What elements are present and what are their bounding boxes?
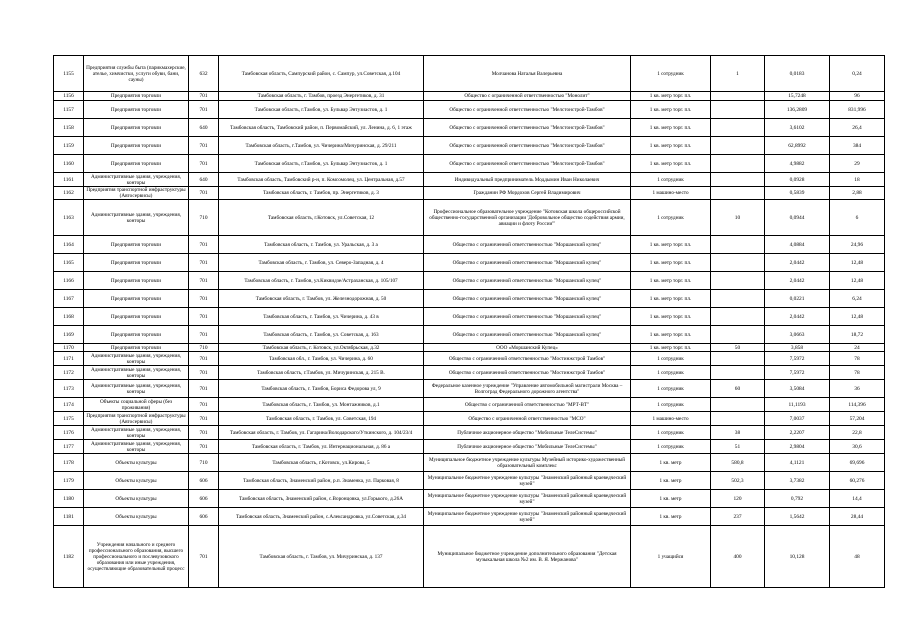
cell-vol: 22,8 xyxy=(830,426,885,440)
table-row xyxy=(54,236,885,254)
cell-code: 701 xyxy=(189,155,219,173)
table-row xyxy=(54,366,885,380)
cell-unit: 1 сотрудник xyxy=(631,56,711,92)
cell-code: 701 xyxy=(189,290,219,308)
table-row xyxy=(54,187,885,200)
cell-q: 51 xyxy=(711,440,765,454)
table-body xyxy=(54,56,885,588)
cell-norm: 0,0183 xyxy=(765,56,830,92)
cell-purpose: Объекты культуры xyxy=(84,490,189,508)
cell-norm: 0,5839 xyxy=(765,187,830,200)
cell-code: 701 xyxy=(189,366,219,380)
cell-code: 606 xyxy=(189,472,219,490)
cell-purpose: Предприятия торговли xyxy=(84,290,189,308)
cell-unit: 1 кв. метр торг. пл. xyxy=(631,308,711,326)
cell-owner: Муниципальное бюджетное учреждение дополнительного образования "Детская музыкальная школа №2 им. В. Я. Мержанова" xyxy=(424,526,631,588)
table-row xyxy=(54,454,885,472)
cell-q xyxy=(711,398,765,412)
cell-vol: 29 xyxy=(830,155,885,173)
table-row xyxy=(54,352,885,366)
cell-owner: Общество с ограниченной ответственностью "МРТ-ВТ" xyxy=(424,398,631,412)
cell-owner: Общество с ограниченной ответственностью "МСО" xyxy=(424,412,631,426)
cell-owner: Общество с ограниченной ответственностью "Мостинжстрой Тамбов" xyxy=(424,366,631,380)
cell-vol: 6 xyxy=(830,200,885,236)
cell-unit: 1 кв. метр xyxy=(631,472,711,490)
cell-unit: 1 кв. метр торг. пл. xyxy=(631,272,711,290)
cell-unit: 1 кв. метр торг. пл. xyxy=(631,101,711,119)
cell-purpose: Объекты культуры xyxy=(84,508,189,526)
cell-address: Тамбовская область, Тамбовский район, п. Первомайский, ул. Ленина, д. 6, 1 этаж xyxy=(219,119,424,137)
cell-id: 1179 xyxy=(54,472,84,490)
cell-address: Тамбовская область, г. Котовск, ул.Октябрьская, д.32 xyxy=(219,344,424,352)
cell-norm: 2,0442 xyxy=(765,308,830,326)
table-row xyxy=(54,155,885,173)
cell-address: Тамбовская область, г.Тамбов, ул. Чичерина/Мичуринская, д. 29/211 xyxy=(219,137,424,155)
table-row xyxy=(54,272,885,290)
cell-address: Тамбовская область, г.Тамбов, ул. Бульвар Энтузиастов, д. 1 xyxy=(219,155,424,173)
cell-code: 701 xyxy=(189,426,219,440)
cell-unit: 1 кв. метр торг. пл. xyxy=(631,326,711,344)
cell-vol: 12,48 xyxy=(830,272,885,290)
cell-unit: 1 сотрудник xyxy=(631,173,711,187)
cell-purpose: Административные здания, учреждения, конторы xyxy=(84,352,189,366)
cell-unit: 1 кв. метр торг. пл. xyxy=(631,254,711,272)
table-row xyxy=(54,344,885,352)
cell-vol: 12,48 xyxy=(830,308,885,326)
cell-vol: 30,6 xyxy=(830,440,885,454)
cell-owner: Муниципальное бюджетное учреждение культуры "Знаменский районный краеведческий музей" xyxy=(424,508,631,526)
cell-id: 1170 xyxy=(54,344,84,352)
table-row xyxy=(54,526,885,588)
cell-owner: Профессиональное образовательное учреждение "Котовская школа общероссийской общественно-государственной организации 'Добровольное общество содействия армии, авиации и флоту России'" xyxy=(424,200,631,236)
cell-purpose: Предприятия торговли xyxy=(84,272,189,290)
cell-address: Тамбовская область, г. Тамбов, ул. Северо-Западная, д. 4 xyxy=(219,254,424,272)
cell-code: 701 xyxy=(189,526,219,588)
cell-vol: 48 xyxy=(830,526,885,588)
cell-q: 60 xyxy=(711,380,765,398)
cell-vol: 78 xyxy=(830,366,885,380)
table-row xyxy=(54,56,885,92)
cell-vol: 78 xyxy=(830,352,885,366)
cell-code: 701 xyxy=(189,272,219,290)
cell-vol: 18,72 xyxy=(830,326,885,344)
cell-address: Тамбовская область, г. Тамбов, ул. Советская, 194 xyxy=(219,412,424,426)
cell-owner: Индивидуальный предприниматель Моддымин Иван Николаевич xyxy=(424,173,631,187)
cell-purpose: Административные здания, учреждения, конторы xyxy=(84,380,189,398)
cell-purpose: Предприятия службы быта (парикмахерские, ателье, химчистки, услуги обуви, бани, сауны) xyxy=(84,56,189,92)
cell-norm: 62,8992 xyxy=(765,137,830,155)
cell-id: 1167 xyxy=(54,290,84,308)
cell-id: 1163 xyxy=(54,200,84,236)
cell-id: 1172 xyxy=(54,366,84,380)
cell-q: 10 xyxy=(711,200,765,236)
cell-norm: 2,9804 xyxy=(765,440,830,454)
cell-id: 1181 xyxy=(54,508,84,526)
cell-q xyxy=(711,236,765,254)
cell-norm: 0,0928 xyxy=(765,173,830,187)
cell-unit: 1 машино-место xyxy=(631,412,711,426)
cell-code: 701 xyxy=(189,440,219,454)
cell-code: 640 xyxy=(189,119,219,137)
cell-norm: 2,0442 xyxy=(765,254,830,272)
cell-address: Тамбовская область, г. Тамбов, ул.Киквидзе/Астраханская, д. 105/107 xyxy=(219,272,424,290)
cell-id: 1166 xyxy=(54,272,84,290)
cell-norm: 4,9882 xyxy=(765,155,830,173)
cell-id: 1180 xyxy=(54,490,84,508)
cell-code: 606 xyxy=(189,490,219,508)
cell-purpose: Предприятия торговли xyxy=(84,308,189,326)
cell-q: 50 xyxy=(711,344,765,352)
cell-id: 1165 xyxy=(54,254,84,272)
cell-norm: 0,792 xyxy=(765,490,830,508)
cell-unit: 1 сотрудник xyxy=(631,352,711,366)
cell-purpose: Административные здания, учреждения, конторы xyxy=(84,426,189,440)
cell-norm: 3,6102 xyxy=(765,119,830,137)
cell-purpose: Административные здания, учреждения, конторы xyxy=(84,440,189,454)
cell-code: 701 xyxy=(189,308,219,326)
cell-norm: 7,5972 xyxy=(765,366,830,380)
cell-id: 1159 xyxy=(54,137,84,155)
table-row xyxy=(54,398,885,412)
cell-address: Тамбовская область, г. Тамбов, ул. Мичуринская, д. 137 xyxy=(219,526,424,588)
cell-q: 120 xyxy=(711,490,765,508)
cell-norm: 15,7248 xyxy=(765,92,830,101)
cell-vol: 24,96 xyxy=(830,236,885,254)
cell-norm: 2,2207 xyxy=(765,426,830,440)
cell-norm: 0,0221 xyxy=(765,290,830,308)
cell-norm: 4,0884 xyxy=(765,236,830,254)
cell-purpose: Объекты социальной сферы (без проживания) xyxy=(84,398,189,412)
cell-q xyxy=(711,137,765,155)
cell-purpose: Предприятия торговли xyxy=(84,236,189,254)
table-row xyxy=(54,119,885,137)
cell-norm: 3,7382 xyxy=(765,472,830,490)
cell-code: 701 xyxy=(189,236,219,254)
cell-q xyxy=(711,412,765,426)
cell-q xyxy=(711,290,765,308)
table-row xyxy=(54,426,885,440)
cell-vol: 69,696 xyxy=(830,454,885,472)
cell-unit: 1 кв. метр торг. пл. xyxy=(631,236,711,254)
cell-code: 606 xyxy=(189,508,219,526)
cell-code: 701 xyxy=(189,92,219,101)
cell-owner: Общество с ограниченной ответственностью "Моршанский купец" xyxy=(424,326,631,344)
cell-unit: 1 сотрудник xyxy=(631,380,711,398)
cell-purpose: Предприятия торговли xyxy=(84,344,189,352)
cell-id: 1161 xyxy=(54,173,84,187)
cell-address: Тамбовская область, Тамбовский р-н, п. Комсомолец, ул. Центральная, д.57 xyxy=(219,173,424,187)
cell-owner: Гражданин РФ Мордохов Сергей Владимирович xyxy=(424,187,631,200)
cell-owner: Общество с ограниченной ответственностью "Мелстонстрой-Тамбов" xyxy=(424,119,631,137)
cell-address: Тамбовская область, г. Тамбов, ул. Интернациональная, д. 86 а xyxy=(219,440,424,454)
cell-vol: 24 xyxy=(830,344,885,352)
cell-owner: Общество с ограниченной ответственностью "Мелстонстрой-Тамбов" xyxy=(424,101,631,119)
cell-q: 38 xyxy=(711,426,765,440)
cell-purpose: Предприятия торговли xyxy=(84,101,189,119)
cell-address: Тамбовская область, г. Тамбов, пр. Энергетиков, д. 3 xyxy=(219,187,424,200)
cell-purpose: Объекты культуры xyxy=(84,472,189,490)
cell-id: 1171 xyxy=(54,352,84,366)
cell-id: 1158 xyxy=(54,119,84,137)
cell-code: 701 xyxy=(189,137,219,155)
cell-owner: Общество с ограниченной ответственностью "Моршанский купец" xyxy=(424,272,631,290)
cell-q xyxy=(711,187,765,200)
cell-code: 710 xyxy=(189,200,219,236)
cell-q xyxy=(711,254,765,272)
cell-norm: 3,858 xyxy=(765,344,830,352)
cell-id: 1182 xyxy=(54,526,84,588)
cell-id: 1156 xyxy=(54,92,84,101)
cell-unit: 1 кв. метр торг. пл. xyxy=(631,344,711,352)
cell-owner: Муниципальное бюджетное учреждение культуры "Знаменский районный краеведческий музей" xyxy=(424,490,631,508)
table-row xyxy=(54,508,885,526)
table-row xyxy=(54,380,885,398)
cell-code: 701 xyxy=(189,352,219,366)
cell-address: Тамбовская область, Знаменский район, с.Александровка, ул.Советская, д.34 xyxy=(219,508,424,526)
cell-address: Тамбовская область, г. Тамбов, проезд Энергетиков, д. 31 xyxy=(219,92,424,101)
cell-vol: 18 xyxy=(830,173,885,187)
cell-id: 1168 xyxy=(54,308,84,326)
cell-q xyxy=(711,326,765,344)
cell-owner: Общество с ограниченной ответственностью "Моршанский купец" xyxy=(424,308,631,326)
cell-vol: 2,88 xyxy=(830,187,885,200)
cell-owner: Муниципальное бюджетное учреждение культуры Музейный историко-художественный образовательный комплекс xyxy=(424,454,631,472)
cell-owner: Муниципальное бюджетное учреждение культуры "Знаменский районный краеведческий музей" xyxy=(424,472,631,490)
cell-address: Тамбовская область, Знаменский район, р.п. Знаменка, ул. Парковая, 8 xyxy=(219,472,424,490)
cell-code: 701 xyxy=(189,326,219,344)
cell-owner: ООО «Моршанский Купец» xyxy=(424,344,631,352)
table-row xyxy=(54,137,885,155)
cell-purpose: Предприятия транспортной инфраструктуры (Автосервисы) xyxy=(84,187,189,200)
cell-purpose: Предприятия торговли xyxy=(84,254,189,272)
cell-address: Тамбовская область, г.Тамбов, ул. Бульвар Энтузиастов, д. 1 xyxy=(219,101,424,119)
cell-address: Тамбовская область, г. Тамбов, Бориса Федорова ул, 9 xyxy=(219,380,424,398)
cell-address: Тамбовская область, г. Тамбов, ул. Гагарина/Володарского/Уткинского, д. 104/23/4 xyxy=(219,426,424,440)
cell-q xyxy=(711,366,765,380)
cell-vol: 114,396 xyxy=(830,398,885,412)
cell-vol: 0,24 xyxy=(830,56,885,92)
cell-address: Тамбовская область, г. Тамбов, ул. Монтажников, д.1 xyxy=(219,398,424,412)
table-row xyxy=(54,101,885,119)
cell-purpose: Учреждения начального и среднего профессионального образования, высшего профессионального и послевузовского образования или иные учреждения, осуществляющие образовательный процесс xyxy=(84,526,189,588)
cell-q xyxy=(711,173,765,187)
cell-code: 701 xyxy=(189,101,219,119)
table-row xyxy=(54,173,885,187)
table-row xyxy=(54,92,885,101)
cell-norm: 10,128 xyxy=(765,526,830,588)
cell-unit: 1 кв. метр xyxy=(631,454,711,472)
cell-id: 1155 xyxy=(54,56,84,92)
cell-purpose: Объекты культуры xyxy=(84,454,189,472)
cell-code: 701 xyxy=(189,398,219,412)
cell-unit: 1 сотрудник xyxy=(631,366,711,380)
cell-purpose: Предприятия транспортной инфраструктуры (Автосервисы) xyxy=(84,412,189,426)
cell-norm: 1,5642 xyxy=(765,508,830,526)
cell-id: 1162 xyxy=(54,187,84,200)
cell-norm: 2,0442 xyxy=(765,272,830,290)
cell-code: 701 xyxy=(189,254,219,272)
cell-q xyxy=(711,92,765,101)
cell-purpose: Предприятия торговли xyxy=(84,137,189,155)
cell-purpose: Административные здания, учреждения, конторы xyxy=(84,200,189,236)
cell-vol: 12,48 xyxy=(830,254,885,272)
cell-id: 1176 xyxy=(54,426,84,440)
cell-norm: 7,0037 xyxy=(765,412,830,426)
cell-owner: Публичное акционерное общество "Мобильные ТелеСистемы" xyxy=(424,426,631,440)
cell-q xyxy=(711,101,765,119)
cell-q xyxy=(711,352,765,366)
table-row xyxy=(54,326,885,344)
cell-q: 400 xyxy=(711,526,765,588)
cell-id: 1177 xyxy=(54,440,84,454)
cell-unit: 1 кв. метр xyxy=(631,490,711,508)
table-row xyxy=(54,254,885,272)
cell-address: Тамбовская область, г. Тамбов, ул. Железнодорожная, д. 50 xyxy=(219,290,424,308)
cell-id: 1178 xyxy=(54,454,84,472)
table-row xyxy=(54,308,885,326)
table-row xyxy=(54,290,885,308)
cell-purpose: Административные здания, учреждения, конторы xyxy=(84,173,189,187)
cell-purpose: Предприятия торговли xyxy=(84,326,189,344)
cell-owner: Публичное акционерное общество "Мобильные ТелеСистемы" xyxy=(424,440,631,454)
cell-owner: Федеральное казенное учреждение "Управление автомобильной магистрали Москва – Волгоград Федерального дорожного агентства" xyxy=(424,380,631,398)
cell-unit: 1 машино-место xyxy=(631,187,711,200)
registry-table xyxy=(53,55,885,588)
cell-vol: 28,44 xyxy=(830,508,885,526)
cell-address: Тамбовская область, г.Котовск, ул.Советская, 12 xyxy=(219,200,424,236)
cell-purpose: Административные здания, учреждения, конторы xyxy=(84,366,189,380)
cell-owner: Общество с ограниченной ответственностью "Мелстонстрой-Тамбов" xyxy=(424,155,631,173)
cell-vol: 96 xyxy=(830,92,885,101)
cell-code: 701 xyxy=(189,380,219,398)
cell-purpose: Предприятия торговли xyxy=(84,119,189,137)
cell-unit: 1 сотрудник xyxy=(631,440,711,454)
cell-address: Тамбовская область, Знаменский район, с.Воронцовка, ул.Горького, д.26А xyxy=(219,490,424,508)
table-row xyxy=(54,200,885,236)
cell-vol: 6,24 xyxy=(830,290,885,308)
cell-q xyxy=(711,119,765,137)
cell-owner: Общество с ограниченной ответственностью "Моршанский купец" xyxy=(424,254,631,272)
cell-id: 1160 xyxy=(54,155,84,173)
cell-unit: 1 кв. метр xyxy=(631,508,711,526)
cell-owner: Общество с ограниченной ответственностью "Монолит" xyxy=(424,92,631,101)
cell-unit: 1 сотрудник xyxy=(631,426,711,440)
cell-address: Тамбовская область, г.Тамбов, ул. Мичуринская, д. 215 В. xyxy=(219,366,424,380)
cell-norm: 3,0663 xyxy=(765,326,830,344)
cell-id: 1174 xyxy=(54,398,84,412)
cell-unit: 1 сотрудник xyxy=(631,398,711,412)
cell-code: 632 xyxy=(189,56,219,92)
cell-owner: Общество с ограниченной ответственностью "Мелстонстрой-Тамбов" xyxy=(424,137,631,155)
cell-id: 1164 xyxy=(54,236,84,254)
cell-unit: 1 кв. метр торг. пл. xyxy=(631,137,711,155)
cell-address: Тамбовская область, Сампурский район, с. Сампур, ул.Советская, д.104 xyxy=(219,56,424,92)
cell-q: 502,3 xyxy=(711,472,765,490)
cell-vol: 831,996 xyxy=(830,101,885,119)
cell-purpose: Предприятия торговли xyxy=(84,92,189,101)
cell-code: 710 xyxy=(189,344,219,352)
cell-unit: 1 сотрудник xyxy=(631,200,711,236)
cell-code: 701 xyxy=(189,412,219,426)
cell-code: 710 xyxy=(189,454,219,472)
cell-norm: 136,2809 xyxy=(765,101,830,119)
cell-vol: 384 xyxy=(830,137,885,155)
cell-norm: 7,5972 xyxy=(765,352,830,366)
cell-owner: Общество с ограниченной ответственностью "Моршанский купец" xyxy=(424,236,631,254)
cell-unit: 1 кв. метр торг. пл. xyxy=(631,92,711,101)
cell-q: 1 xyxy=(711,56,765,92)
cell-vol: 57,204 xyxy=(830,412,885,426)
cell-unit: 1 учащийся xyxy=(631,526,711,588)
cell-code: 701 xyxy=(189,187,219,200)
cell-norm: 3,5084 xyxy=(765,380,830,398)
cell-norm: 11,1193 xyxy=(765,398,830,412)
cell-norm: 0,0944 xyxy=(765,200,830,236)
cell-q: 237 xyxy=(711,508,765,526)
cell-norm: 4,1121 xyxy=(765,454,830,472)
cell-unit: 1 кв. метр торг. пл. xyxy=(631,290,711,308)
table-row xyxy=(54,472,885,490)
cell-address: Тамбовская область, г. Тамбов, ул. Чичерина, д. 43 в xyxy=(219,308,424,326)
cell-code: 640 xyxy=(189,173,219,187)
cell-vol: 36 xyxy=(830,380,885,398)
cell-purpose: Предприятия торговли xyxy=(84,155,189,173)
cell-owner: Общество с ограниченной ответственностью "Моршанский купец" xyxy=(424,290,631,308)
cell-id: 1173 xyxy=(54,380,84,398)
cell-address: Тамбовская область, г. Тамбов, ул. Советская, д. 163 xyxy=(219,326,424,344)
table-row xyxy=(54,412,885,426)
cell-address: Тамбовская область, г. Тамбов, ул. Уральская, д. 3 а xyxy=(219,236,424,254)
cell-id: 1175 xyxy=(54,412,84,426)
cell-owner: Молчанова Наталья Валерьевна xyxy=(424,56,631,92)
table-row xyxy=(54,440,885,454)
cell-q: 580,8 xyxy=(711,454,765,472)
cell-vol: 26,4 xyxy=(830,119,885,137)
cell-address: Тамбовская область, г.Котовск, ул.Кирова, 5 xyxy=(219,454,424,472)
cell-address: Тамбовская обл., г. Тамбов, ул. Чичерина, д. 60 xyxy=(219,352,424,366)
cell-vol: 60,276 xyxy=(830,472,885,490)
cell-id: 1169 xyxy=(54,326,84,344)
cell-q xyxy=(711,272,765,290)
cell-id: 1157 xyxy=(54,101,84,119)
cell-owner: Общество с ограниченной ответственностью "Мостинжстрой Тамбов" xyxy=(424,352,631,366)
table-row xyxy=(54,490,885,508)
cell-q xyxy=(711,155,765,173)
cell-q xyxy=(711,308,765,326)
cell-unit: 1 кв. метр торг. пл. xyxy=(631,119,711,137)
cell-vol: 14,4 xyxy=(830,490,885,508)
cell-unit: 1 кв. метр торг. пл. xyxy=(631,155,711,173)
